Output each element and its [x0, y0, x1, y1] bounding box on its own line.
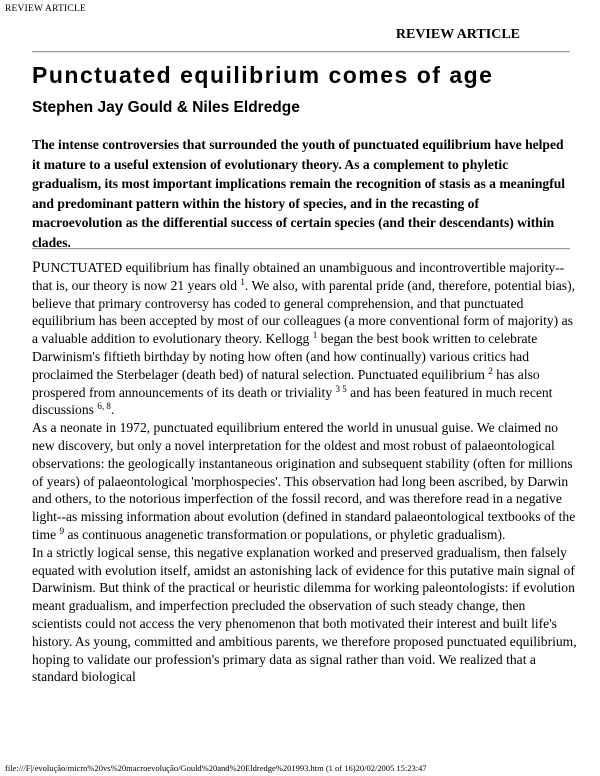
reference-marker[interactable]: 2 — [488, 365, 493, 376]
article-authors: Stephen Jay Gould & Niles Eldredge — [32, 99, 300, 116]
reference-marker[interactable]: 6, 8 — [97, 401, 111, 412]
file-path-footer: file:///F|/evolução/micro%20vs%20macroevolução/Gould%20and%20Eldredge%201993.htm (1 of 16)20/02/2005 15:23:47 — [5, 763, 427, 773]
paragraph-text: and has been featured in much recent discussions — [32, 384, 553, 418]
body-paragraph-2 — [32, 419, 577, 544]
running-head: REVIEW ARTICLE — [5, 4, 86, 14]
drop-cap: P — [32, 259, 41, 276]
paragraph-text: has also prospered from announcements of its death or triviality — [32, 366, 540, 400]
paragraph-text: began the best book written to celebrate Darwinism's fiftieth birthday by noting how often (and how continually) various critics had proclaimed the Sterbelager (death bed) of natural selection. Punctuated equilibrium — [32, 331, 538, 382]
header-divider — [32, 51, 570, 53]
article-abstract: The intense controversies that surrounded the youth of punctuated equilibrium have helped it mature to a useful extension of evolutionary theory. As a complement to phyletic gradualism, its most important implications remain the recognition of stasis as a meaningful and predominant pattern within the history of species, and in the recasting of macroevolution as the differential success of certain species (and their descendants) within clades. — [32, 137, 566, 250]
small-caps-lead: UNCTUATED — [40, 260, 123, 275]
paragraph-text: As a neonate in 1972, punctuated equilibrium entered the world in unusual guise. We claimed no new discovery, but only a novel interpretation for the oldest and most robust of palaeontological observations: the geologically instantaneous origination and subsequent stability (often for millions of years) of palaeontological 'morphospecies'. This observation had long been ascribed, by Darwin and others, to the notorious imperfection of the fossil record, and was therefore read in a negative light--as missing information about evolution (defined in standard palaeontological textbooks of the time — [32, 420, 576, 542]
reference-marker[interactable]: 1 — [240, 276, 245, 287]
paragraph-text: as continuous anagenetic transformation or populations, or phyletic gradualism). — [64, 526, 506, 542]
paragraph-text: . — [110, 402, 115, 418]
paragraph-text: equilibrium has finally obtained an unambiguous and incontrovertible majority--that is, our theory is now 21 years old — [32, 260, 565, 293]
article-body — [32, 259, 577, 686]
paragraph-text: . We also, with parental pride (and, therefore, potential bias), believe that primary controversy has coded to general comprehension, and that punctuated equilibrium has been accepted by most of our colleagues (a more conventional form of majority) as a valuable addition to evolutionary theory. Kellogg — [32, 277, 575, 347]
section-label: REVIEW ARTICLE — [395, 27, 520, 42]
reference-marker[interactable]: 3 5 — [335, 383, 347, 394]
abstract-divider — [32, 248, 570, 250]
reference-marker[interactable]: 1 — [312, 330, 318, 341]
body-paragraph-1 — [32, 259, 577, 419]
article-title: Punctuated equilibrium comes of age — [32, 62, 494, 88]
reference-marker[interactable]: 9 — [59, 525, 65, 536]
body-paragraph-3: In a strictly logical sense, this negative explanation worked and preserved gradualism, then falsely equated with evolution itself, amidst an astonishing lack of evidence for this putative main signal of Darwinism. But think of the practical or heuristic dilemma for working paleontologists: if evolution meant gradualism, and imperfection precluded the observation of such steady change, then scientists could not access the very phenomenon that both motivated their interest and built life's history. As young, committed and ambitious parents, we therefore proposed punctuated equilibrium, hoping to validate our profession's primary data as signal rather than void. We realized that a standard biological — [32, 544, 577, 685]
